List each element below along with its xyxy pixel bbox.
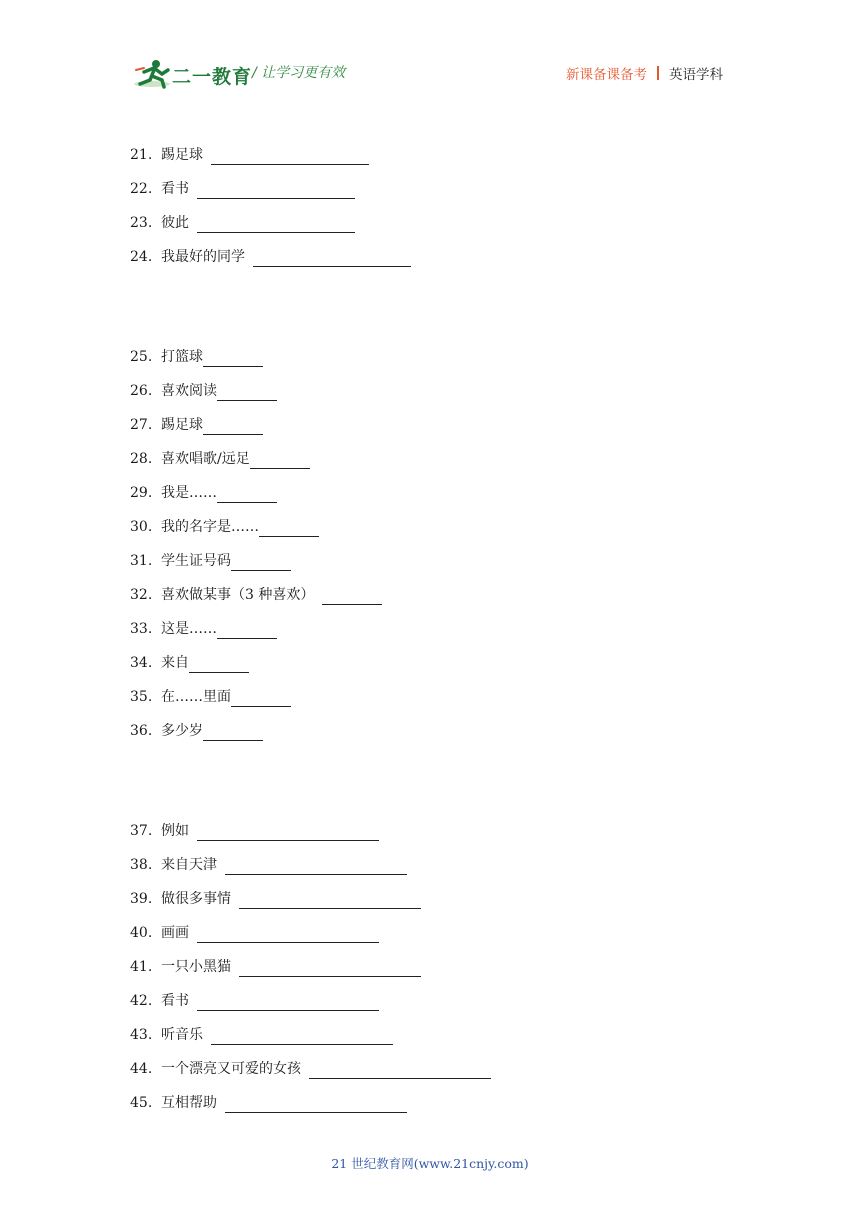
- answer-blank: [197, 216, 355, 233]
- item-prompt: 我是……: [161, 485, 217, 501]
- item-number: 24.: [130, 249, 153, 265]
- exercise-item: [130, 179, 355, 199]
- answer-blank: [259, 520, 319, 537]
- header-divider: [657, 66, 659, 80]
- header-subject-label: 英语学科: [669, 67, 723, 83]
- item-prompt: 打篮球: [161, 349, 203, 365]
- answer-blank: [239, 892, 421, 909]
- answer-blank: [231, 690, 291, 707]
- item-number: 31.: [130, 553, 153, 569]
- item-prompt: 学生证号码: [161, 553, 231, 569]
- slogan: / 让学习更有效: [252, 65, 346, 81]
- answer-blank: [309, 1062, 491, 1079]
- item-number: 23.: [130, 215, 153, 231]
- item-number: 44.: [130, 1061, 153, 1077]
- exercise-item: [130, 1093, 407, 1113]
- answer-blank: [239, 960, 421, 977]
- answer-blank: [203, 350, 263, 367]
- exercise-item: [130, 585, 382, 605]
- item-number: 45.: [130, 1095, 153, 1111]
- item-prompt: 互相帮助: [161, 1095, 217, 1111]
- item-number: 43.: [130, 1027, 153, 1043]
- item-prompt: 听音乐: [161, 1027, 203, 1043]
- exercise-item: [130, 721, 263, 741]
- item-number: 36.: [130, 723, 153, 739]
- item-prompt: 踢足球: [161, 147, 203, 163]
- item-prompt: 例如: [161, 823, 189, 839]
- answer-blank: [250, 452, 310, 469]
- exercise-item: [130, 213, 355, 233]
- item-prompt: 来自: [161, 655, 189, 671]
- item-prompt: 这是……: [161, 621, 217, 637]
- answer-blank: [203, 418, 263, 435]
- answer-blank: [225, 858, 407, 875]
- item-prompt: 彼此: [161, 215, 189, 231]
- item-number: 42.: [130, 993, 153, 1009]
- exercise-item: [130, 957, 421, 977]
- item-number: 29.: [130, 485, 153, 501]
- exercise-item: [130, 889, 421, 909]
- item-prompt: 多少岁: [161, 723, 203, 739]
- header-course-label: 新课备课备考: [566, 67, 647, 83]
- item-prompt: 画画: [161, 925, 189, 941]
- answer-blank: [203, 724, 263, 741]
- page-footer: 21 世纪教育网(www.21cnjy.com): [331, 1156, 529, 1171]
- item-prompt: 我的名字是……: [161, 519, 259, 535]
- item-number: 26.: [130, 383, 153, 399]
- exercise-item: [130, 483, 277, 503]
- item-prompt: 在……里面: [161, 689, 231, 705]
- logo-text: 二一教育: [172, 66, 253, 88]
- answer-blank: [225, 1096, 407, 1113]
- answer-blank: [217, 622, 277, 639]
- answer-blank: [189, 656, 249, 673]
- answer-blank: [217, 486, 277, 503]
- answer-blank: [322, 588, 382, 605]
- page-header: [0, 0, 860, 110]
- exercise-item: [130, 551, 291, 571]
- item-number: 37.: [130, 823, 153, 839]
- exercise-item: [130, 1025, 393, 1045]
- item-prompt: 一只小黑猫: [161, 959, 231, 975]
- answer-blank: [197, 926, 379, 943]
- answer-blank: [217, 384, 277, 401]
- item-number: 21.: [130, 147, 153, 163]
- exercise-item: [130, 247, 411, 267]
- answer-blank: [197, 994, 379, 1011]
- exercise-item: [130, 923, 379, 943]
- exercise-item: [130, 381, 277, 401]
- item-number: 35.: [130, 689, 153, 705]
- answer-blank: [211, 148, 369, 165]
- item-number: 25.: [130, 349, 153, 365]
- item-number: 38.: [130, 857, 153, 873]
- exercise-item: [130, 653, 249, 673]
- exercise-item: [130, 619, 277, 639]
- exercise-item: [130, 517, 319, 537]
- answer-blank: [197, 182, 355, 199]
- answer-blank: [197, 824, 379, 841]
- item-prompt: 来自天津: [161, 857, 217, 873]
- item-prompt: 喜欢阅读: [161, 383, 217, 399]
- exercise-item: [130, 415, 263, 435]
- item-number: 41.: [130, 959, 153, 975]
- item-number: 33.: [130, 621, 153, 637]
- exercise-item: [130, 687, 291, 707]
- item-number: 28.: [130, 451, 153, 467]
- exercise-item: [130, 991, 379, 1011]
- item-number: 39.: [130, 891, 153, 907]
- item-number: 30.: [130, 519, 153, 535]
- answer-blank: [211, 1028, 393, 1045]
- item-number: 32.: [130, 587, 153, 603]
- exercise-item: [130, 821, 379, 841]
- answer-blank: [231, 554, 291, 571]
- exercise-item: [130, 347, 263, 367]
- exercise-item: [130, 145, 369, 165]
- exercise-item: [130, 449, 310, 469]
- item-prompt: 踢足球: [161, 417, 203, 433]
- item-prompt: 喜欢做某事（3 种喜欢）: [161, 587, 315, 603]
- item-number: 22.: [130, 181, 153, 197]
- exercise-item: [130, 855, 407, 875]
- item-number: 34.: [130, 655, 153, 671]
- answer-blank: [253, 250, 411, 267]
- item-prompt: 喜欢唱歌/远足: [161, 451, 250, 467]
- item-number: 27.: [130, 417, 153, 433]
- item-prompt: 我最好的同学: [161, 249, 245, 265]
- item-number: 40.: [130, 925, 153, 941]
- item-prompt: 做很多事情: [161, 891, 231, 907]
- item-prompt: 看书: [161, 993, 189, 1009]
- exercise-item: [130, 1059, 491, 1079]
- item-prompt: 一个漂亮又可爱的女孩: [161, 1061, 301, 1077]
- header-subject: [566, 63, 723, 83]
- item-prompt: 看书: [161, 181, 189, 197]
